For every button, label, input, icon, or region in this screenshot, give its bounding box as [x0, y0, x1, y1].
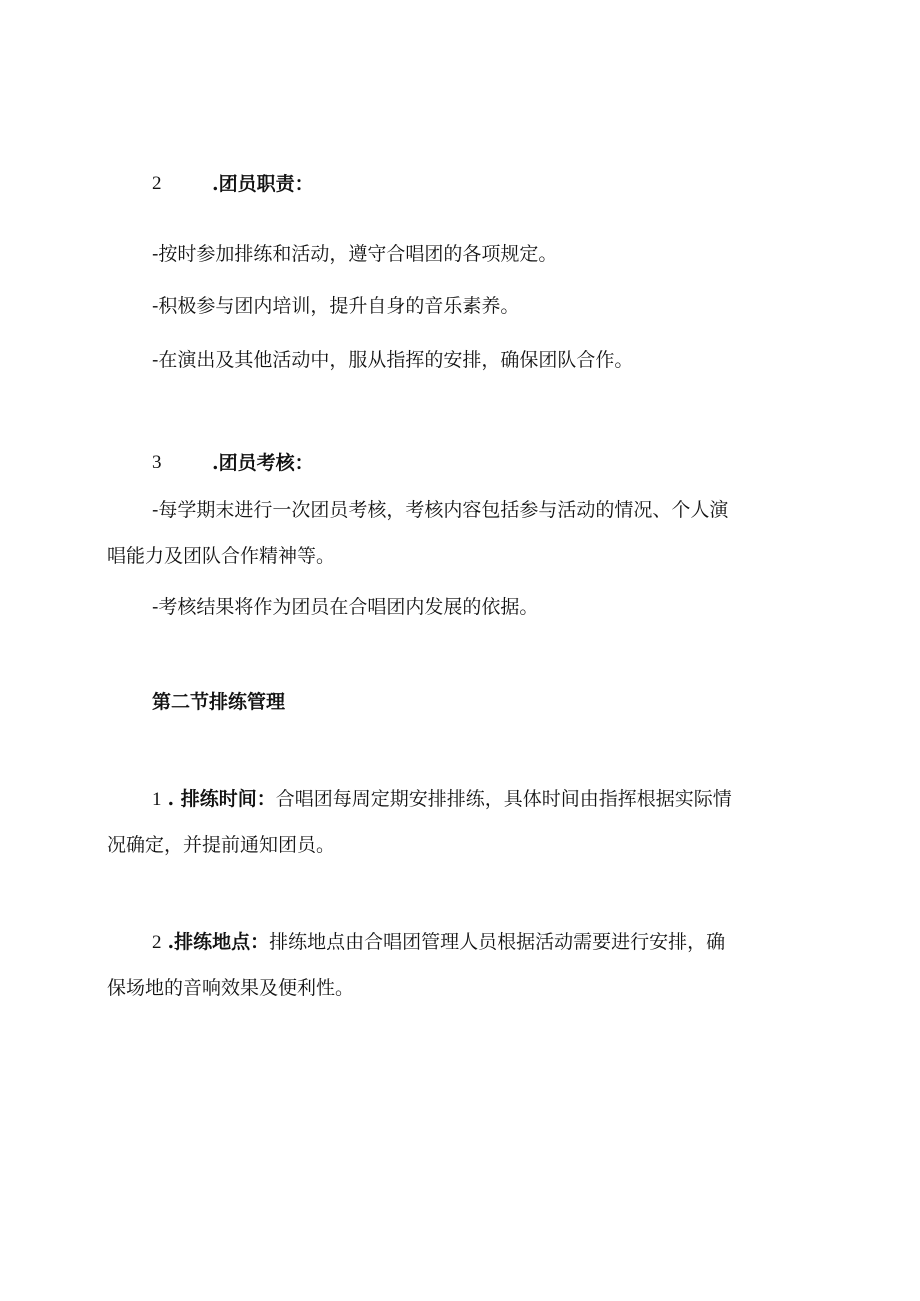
duties-heading: .团员职责： — [212, 173, 314, 195]
rehearsal-time-text: 合唱团每周定期安排排练，具体时间由指挥根据实际情 — [275, 788, 732, 810]
duties-item-3: -在演出及其他活动中，服从指挥的安排，确保团队合作。 — [152, 349, 634, 371]
rehearsal-place-label: .排练地点： — [167, 931, 270, 953]
rehearsal-time-line-2: 况确定，并提前通知团员。 — [107, 834, 336, 856]
rehearsal-place-text: 排练地点由合唱团管理人员根据活动需要进行安排，确 — [269, 931, 726, 953]
duties-item-2: -积极参与团内培训，提升自身的音乐素养。 — [152, 295, 520, 317]
duties-item-1: -按时参加排练和活动，遵守合唱团的各项规定。 — [152, 243, 558, 265]
assessment-heading: .团员考核： — [212, 452, 314, 474]
assessment-item-2: -考核结果将作为团员在合唱团内发展的依据。 — [152, 596, 539, 618]
assessment-number: 3 — [152, 452, 162, 473]
rehearsal-place-number: 2 — [152, 932, 162, 953]
assessment-item-1-line-1: -每学期末进行一次团员考核，考核内容包括参与活动的情况、个人演 — [152, 499, 729, 521]
section-heading: 第二节排练管理 — [152, 691, 286, 713]
rehearsal-time-line-1 — [152, 786, 732, 813]
rehearsal-time-label: . 排练时间： — [167, 788, 276, 810]
assessment-item-1-line-2: 唱能力及团队合作精神等。 — [107, 545, 336, 567]
rehearsal-place-line-2: 保场地的音响效果及便利性。 — [107, 977, 355, 999]
rehearsal-time-number: 1 — [152, 789, 162, 810]
rehearsal-place-line-1 — [152, 929, 725, 956]
duties-number: 2 — [152, 173, 162, 194]
